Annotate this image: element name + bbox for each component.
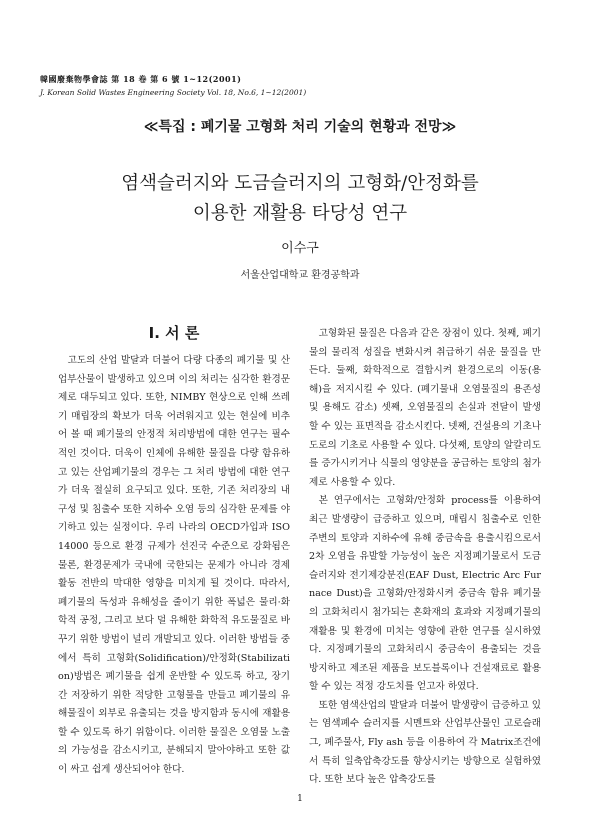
- author-affiliation: 서울산업대학교 환경공학과: [240, 270, 360, 281]
- left-column: [58, 352, 290, 780]
- journal-citation-english: J. Korean Solid Wastes Engineering Society Vol. 18, No.6, 1~12(2001): [40, 88, 307, 97]
- right-paragraph-2: 본 연구에서는 고형화/안정화 process를 이용하여 최근 발생량이 급증하고 있으며, 매립시 침출수로 인한 주변의 토양과 지하수에 유해 중금속을 용출시킴으로서 2차 오염을 유발할 가능성이 높은 지정폐기물로서 도금슬러지와 전기제강분진(EAF Dust, Electric Arc Furnace Dust)을 고형화/안정화시켜 중금속 함유 폐기물의 고화처리시 첨가되는 혼화재의 효과와 지정폐기물의 재활용 및 환경에 미치는 영향에 관한 연구를 실시하였다. 지정폐기물의 고화처리시 중금속이 용출되는 것을 방지하고 제조된 제품을 보도블록이나 건설재료로 활용할 수 있는 적정 강도치를 얻고자 하였다.: [309, 495, 541, 693]
- left-paragraph-1: 고도의 산업 발달과 더불어 다량 다종의 폐기물 및 산업부산물이 발생하고 있으며 이의 처리는 심각한 환경문제로 대두되고 있다. 또한, NIMBY 현상으로 인해 쓰레기 매립장의 확보가 더욱 어려워지고 있는 현실에 비추어 볼 때 폐기물의 안정적 처리방법에 대한 연구는 필수적인 것이다. 더욱이 인체에 유해한 물질을 다량 함유하고 있는 산업폐기물의 경우는 그 처리 방법에 대한 연구가 더욱 절실히 요구되고 있다. 또한, 기존 처리장의 내구성 및 침출수 또한 지하수 오염 등의 심각한 문제를 야기하고 있는 실정이다. 우리 나라의 OECD가입과 ISO 14000 등으로 환경 규제가 선진국 수준으로 강화됨은 물론, 환경문제가 국내에 국한되는 문제가 아니라 경제활동 전반의 막대한 영향을 미치게 될 것이다. 따라서, 폐기물의 독성과 유해성을 줄이기 위한 폭넓은 물리·화학적 공정, 그리고 보다 덜 유해한 화학적 유도물질로 바꾸기 위한 방법이 널리 개발되고 있다. 이러한 방법들 중에서 특히 고형화(Solidification)/안정화(Stabilization)방법은 폐기물을 쉽게 운반할 수 있도록 하고, 장기간 저장하기 위한 적당한 고형물을 만들고 폐기물의 유해물질이 외부로 유출되는 것을 방지함과 동시에 재활용할 수 있도록 하기 위함이다. 이러한 물질은 오염물 노출의 가능성을 감소시키고, 분해되지 말아야하고 또한 값이 싸고 쉽게 생산되어야 한다.: [58, 355, 290, 776]
- page-number: 1: [297, 794, 303, 804]
- author-name: 이수구: [281, 241, 319, 256]
- right-paragraph-1: 고형화된 물질은 다음과 같은 장점이 있다. 첫째, 폐기물의 물리적 성질을 변화시켜 취급하기 쉬운 물질을 만든다. 둘째, 화학적으로 결합시켜 환경으로의 이동(용해)을 저지시킬 수 있다. (폐기물내 오염물질의 용존성 및 용해도 감소) 셋째, 오염물질의 손실과 전달이 발생할 수 있는 표면적을 감소시킨다. 넷째, 건설용의 기초나 도로의 기초로 사용할 수 있다. 다섯째, 토양의 알칼리도를 증가시키거나 식물의 영양분을 공급하는 토양의 첨가제로 사용할 수 있다.: [309, 328, 541, 488]
- section-heading-introduction: Ⅰ. 서 론: [148, 324, 200, 342]
- paper-title-line-2: 이용한 재활용 타당성 연구: [192, 203, 408, 224]
- paper-title: [0, 169, 600, 229]
- right-paragraph-3: 또한 염색산업의 발달과 더불어 발생량이 급증하고 있는 염색폐수 슬러지를 시멘트와 산업부산물인 고로슬래그, 폐주물사, Fly ash 등을 이용하여 각 Matrix조건에서 특히 일축압축강도를 향상시키는 방향으로 실험하였다. 또한 보다 높은 압축강도를: [309, 699, 541, 786]
- paper-title-line-1: 염색슬러지와 도금슬러지의 고형화/안정화를: [121, 173, 479, 194]
- journal-citation-korean: 韓國廢棄物學會誌 第 18 卷 第 6 號 1~12(2001): [40, 74, 242, 84]
- right-column: [309, 325, 541, 790]
- special-issue-header: ≪특집 : 폐기물 고형화 처리 기술의 현황과 전망≫: [143, 119, 457, 135]
